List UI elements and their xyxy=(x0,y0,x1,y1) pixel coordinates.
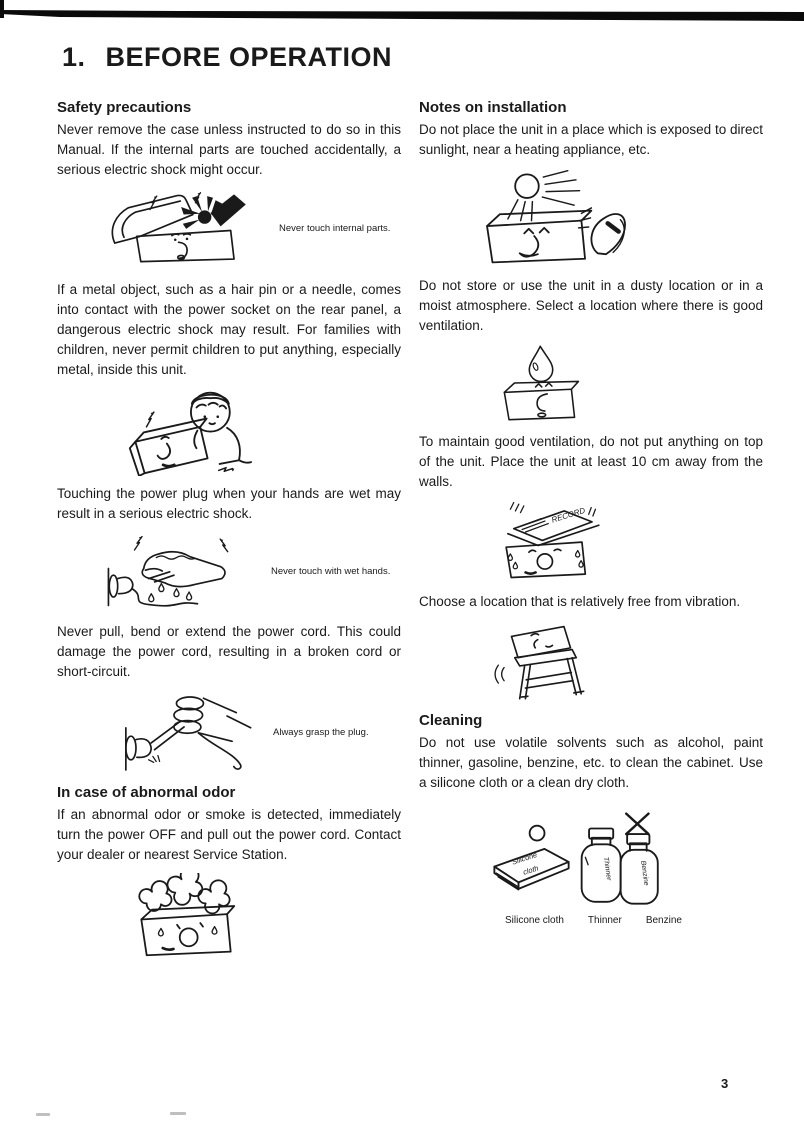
unit-on-chair-illustration xyxy=(483,620,599,702)
odor-para: If an abnormal odor or smoke is detected, immediately turn the power OFF and pull out the power cord. Contact your dealer or nearest Service Station. xyxy=(57,807,401,862)
abnormal-odor-heading: In case of abnormal odor xyxy=(57,784,236,801)
safety-precautions-heading: Safety precautions xyxy=(57,99,192,116)
install-para-3: To maintain good ventilation, do not put anything on top of the unit. Place the unit at least 10 cm away from the walls. xyxy=(419,434,763,489)
wet-hands-caption: Never touch with wet hands. xyxy=(271,565,391,577)
safety-para-4: Never pull, bend or extend the power cord. This could damage the power cord, resulting in a broken cord or short-circuit. xyxy=(57,624,401,679)
figure-wet-hands xyxy=(95,532,401,610)
open-unit-hand-illustration xyxy=(103,188,271,268)
notes-installation-heading: Notes on installation xyxy=(419,99,567,116)
right-column xyxy=(419,99,763,963)
left-column xyxy=(57,99,401,963)
page-title-text: BEFORE OPERATION xyxy=(105,42,393,72)
child-and-unit-illustration xyxy=(115,388,277,476)
record-sleeve-label: RECORD xyxy=(550,505,587,525)
install-para-2: Do not store or use the unit in a dusty location or in a moist atmosphere. Select a location where there is good ventilation. xyxy=(419,278,763,333)
cloth-handwritten-label-line2: cloth xyxy=(521,863,540,877)
records-on-unit-illustration xyxy=(473,500,621,580)
cleaning-heading: Cleaning xyxy=(419,712,483,729)
page-title-number: 1. xyxy=(62,42,86,72)
figure-smoking-unit xyxy=(123,873,401,957)
page-title xyxy=(62,42,392,73)
benzine-caption: Benzine xyxy=(645,915,682,926)
figure-sunlight-heat xyxy=(471,168,763,266)
safety-para-2: If a metal object, such as a hair pin or a needle, comes into contact with the power socket on the rear panel, a dangerous electric shock may result. For families with children, never permit children to put anything, especially metal, inside this unit. xyxy=(57,282,401,377)
silicone-cloth-caption: Silicone cloth xyxy=(505,915,564,926)
figure-vibration xyxy=(483,620,763,702)
figure-moisture xyxy=(485,344,763,422)
cleaning-para: Do not use volatile solvents such as alcohol, paint thinner, gasoline, benzine, etc. to clean the cabinet. Use a silicone cloth or a clean dry cloth. xyxy=(419,735,763,790)
thinner-bottle-script: Thinner xyxy=(601,856,613,881)
water-drop-unit-illustration xyxy=(485,344,597,422)
figure-cleaning-supplies xyxy=(479,809,763,913)
cleaning-supplies-caption-row xyxy=(505,915,763,926)
fist-grasping-plug-illustration xyxy=(109,690,265,774)
page-number: 3 xyxy=(721,1076,729,1091)
benzine-bottle-script: Benzine xyxy=(639,860,650,887)
figure-internal-parts xyxy=(103,188,401,268)
safety-para-1: Never remove the case unless instructed to do so in this Manual. If the internal parts are touched accidentally, a serious electric shock might occur. xyxy=(57,122,401,177)
figure-child-unit xyxy=(115,388,401,476)
internal-parts-caption: Never touch internal parts. xyxy=(279,222,391,234)
figure-grasp-plug xyxy=(109,690,401,774)
safety-para-3: Touching the power plug when your hands are wet may result in a serious electric shock. xyxy=(57,486,401,521)
install-para-4: Choose a location that is relatively free from vibration. xyxy=(419,594,741,609)
scan-artifact xyxy=(170,1112,186,1115)
figure-records-on-unit xyxy=(473,500,763,580)
wet-hand-plug-illustration xyxy=(95,532,263,610)
cloth-and-bottles-illustration xyxy=(479,809,675,913)
thinner-caption: Thinner xyxy=(587,915,622,926)
scan-artifact xyxy=(36,1113,50,1116)
install-para-1: Do not place the unit in a place which is exposed to direct sunlight, near a heating appliance, etc. xyxy=(419,122,763,157)
smoking-unit-illustration xyxy=(123,873,249,957)
scan-top-bar xyxy=(0,0,804,30)
cloth-handwritten-label-line1: Silicone xyxy=(510,850,539,867)
two-column-layout xyxy=(57,99,763,963)
sun-unit-iron-illustration xyxy=(471,168,641,266)
grasp-plug-caption: Always grasp the plug. xyxy=(273,726,369,738)
